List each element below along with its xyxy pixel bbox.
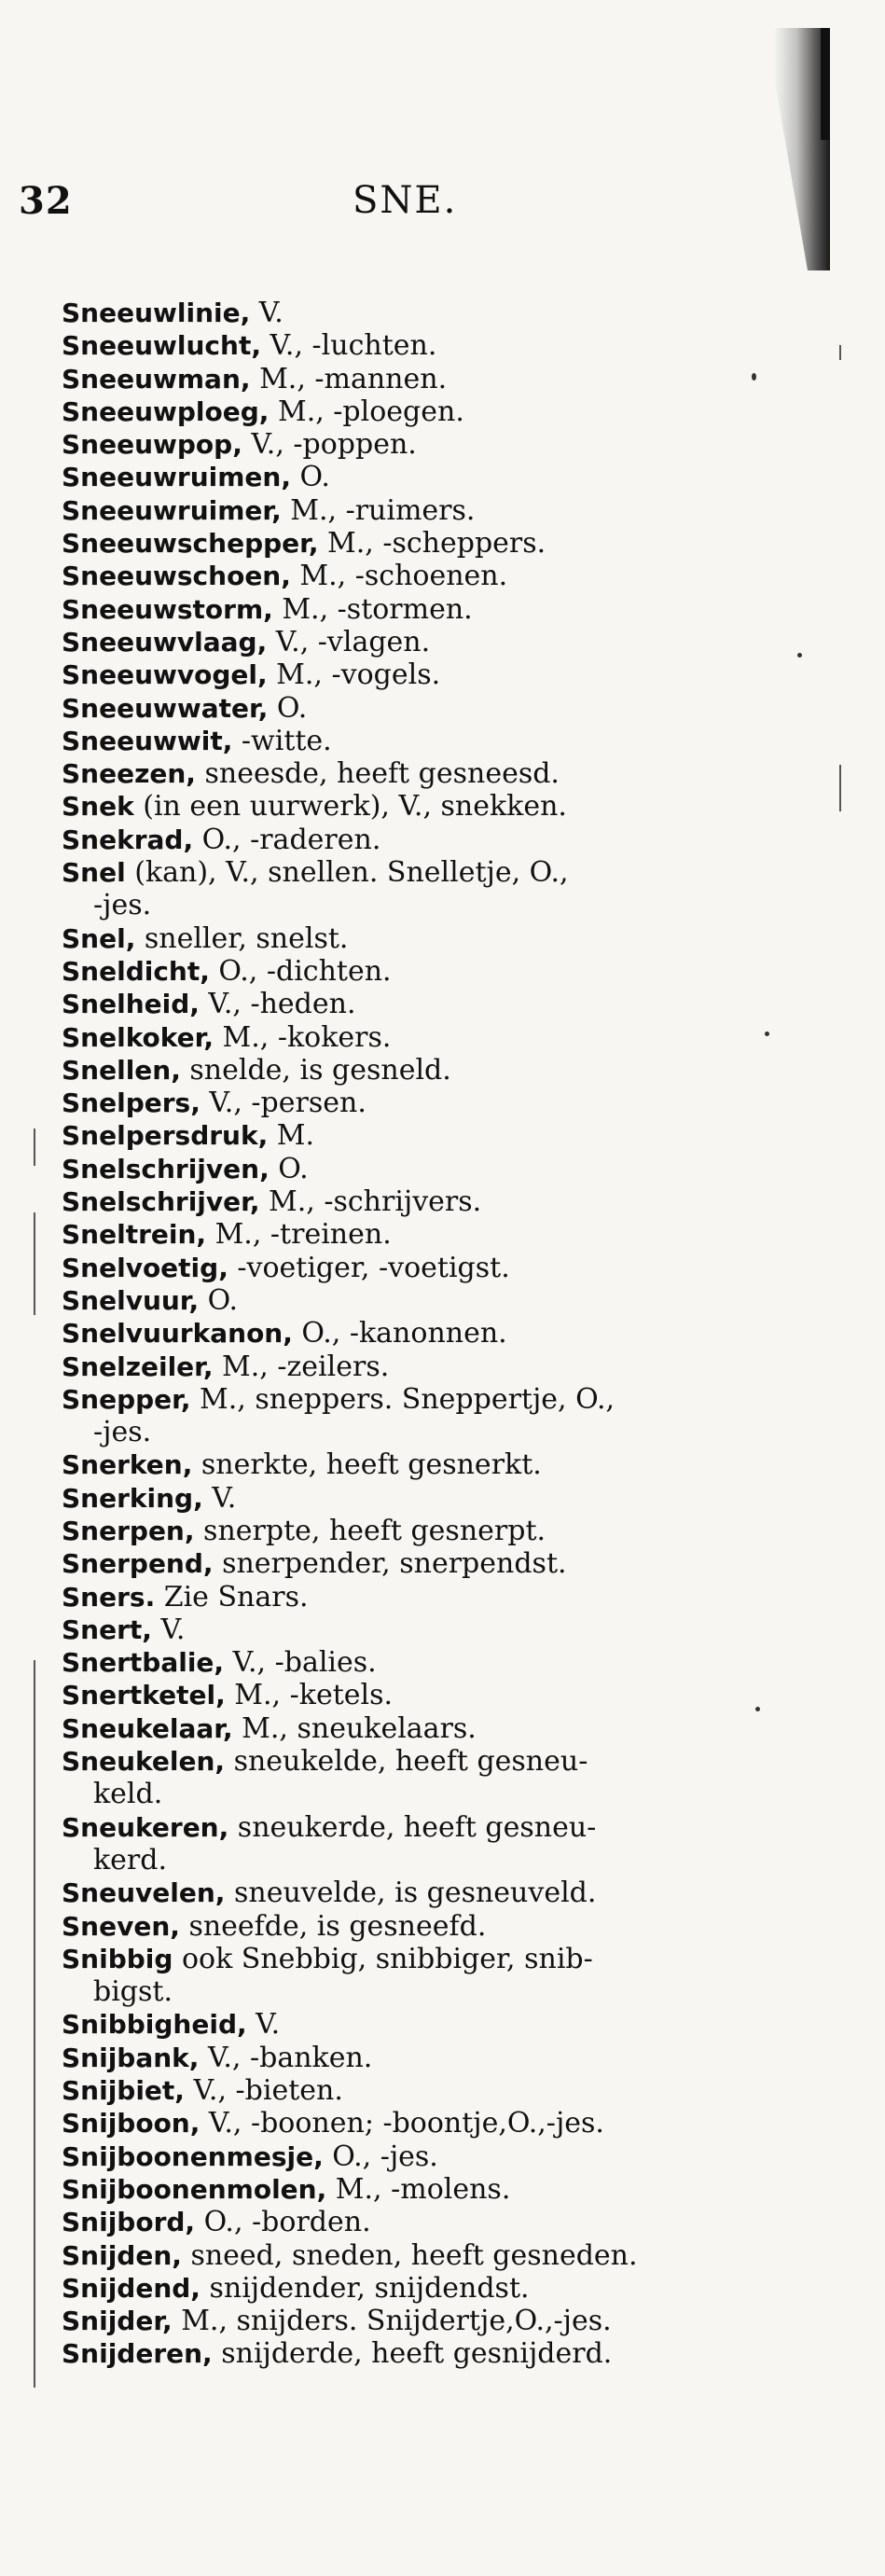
dictionary-entry bbox=[62, 1679, 742, 1711]
entry-headword: Snelvuur, bbox=[62, 1284, 200, 1316]
dictionary-entry bbox=[62, 297, 742, 329]
entry-headword: Sneldicht, bbox=[62, 955, 210, 987]
entry-definition: V., -heden. bbox=[199, 988, 356, 1021]
entry-definition: V., -persen. bbox=[200, 1087, 366, 1120]
margin-speck bbox=[765, 1032, 769, 1036]
entry-headword: Snijbank, bbox=[62, 2042, 200, 2073]
entry-headword: Snerpen, bbox=[62, 1515, 195, 1546]
dictionary-entry bbox=[62, 1185, 742, 1218]
entry-definition: (kan), V., snellen. Snelletje, O., bbox=[125, 856, 569, 890]
entry-headword: Snek bbox=[62, 791, 134, 823]
dictionary-entry bbox=[62, 1712, 742, 1745]
entry-headword: Snijder, bbox=[62, 2306, 173, 2337]
entry-definition: V. bbox=[151, 1613, 186, 1646]
dictionary-entry bbox=[62, 2042, 742, 2074]
dictionary-entry bbox=[62, 1054, 742, 1087]
entry-headword: Sneeuwschoen, bbox=[62, 561, 291, 592]
entry-definition: sneefde, is gesneefd. bbox=[179, 1909, 487, 1943]
entry-definition: (in een uurwerk), V., snekken. bbox=[133, 790, 567, 824]
dictionary-entry bbox=[62, 1547, 742, 1580]
margin-speck bbox=[755, 1707, 760, 1711]
entry-continuation: keld. bbox=[93, 1778, 163, 1811]
dictionary-entry bbox=[62, 2305, 742, 2337]
entry-definition: V., -boonen; -boontje,O.,-jes. bbox=[200, 2107, 604, 2140]
entry-headword: Sneeuwman, bbox=[62, 363, 251, 395]
dictionary-entry bbox=[62, 1877, 742, 1909]
entry-headword: Snel bbox=[62, 857, 126, 889]
entry-definition: snerpender, snerpendst. bbox=[213, 1547, 567, 1581]
entry-headword: Sneeuwstorm, bbox=[62, 593, 273, 625]
entry-definition: O. bbox=[269, 1152, 309, 1185]
dictionary-entry bbox=[62, 1482, 742, 1515]
dictionary-entry bbox=[62, 1350, 742, 1383]
entry-headword: Snelheid, bbox=[62, 989, 200, 1020]
entry-headword: Sneeuwvlaag, bbox=[62, 626, 268, 658]
entry-headword: Snelpers, bbox=[62, 1087, 201, 1119]
dictionary-entry bbox=[62, 626, 742, 658]
entry-headword: Snelvoetig, bbox=[62, 1252, 228, 1283]
entry-definition: V., -luchten. bbox=[260, 329, 437, 363]
entry-definition: M., -ploegen. bbox=[269, 395, 464, 428]
entry-definition: O., -jes. bbox=[323, 2140, 438, 2173]
entry-headword: Snijboonenmolen, bbox=[62, 2173, 327, 2205]
entry-headword: Sneeuwlinie, bbox=[62, 298, 251, 328]
entry-definition: M., -ketels. bbox=[225, 1679, 394, 1712]
entry-headword: Snijboonenmesje, bbox=[62, 2140, 324, 2172]
entry-definition: M., sneppers. Sneppertje, O., bbox=[190, 1382, 615, 1416]
dictionary-entry bbox=[62, 1153, 742, 1185]
dictionary-entry bbox=[62, 692, 742, 725]
entry-definition: M., -mannen. bbox=[250, 362, 448, 395]
entry-headword: Sneukelen, bbox=[62, 1746, 226, 1778]
dictionary-entries bbox=[62, 297, 742, 2371]
margin-line bbox=[34, 1129, 35, 1166]
page-header bbox=[0, 179, 885, 231]
dictionary-entry bbox=[62, 2206, 742, 2238]
entry-headword: Sneven, bbox=[62, 1910, 180, 1942]
entry-headword: Snerpend, bbox=[62, 1548, 214, 1580]
entry-continuation: bigst. bbox=[93, 1975, 173, 2009]
entry-headword: Snijdend, bbox=[62, 2272, 201, 2304]
entry-definition: O., -dichten. bbox=[209, 954, 392, 988]
entry-definition: M., -stormen. bbox=[272, 592, 473, 626]
entry-definition: M., snijders. Snijdertje,O.,-jes. bbox=[172, 2305, 612, 2338]
entry-definition: M., -schrijvers. bbox=[259, 1185, 482, 1219]
running-head: SNE. bbox=[353, 179, 458, 222]
entry-definition: V., -vlagen. bbox=[267, 625, 431, 658]
entry-headword: Sneukeren, bbox=[62, 1811, 229, 1843]
dictionary-entry bbox=[62, 527, 742, 560]
dictionary-entry bbox=[62, 428, 742, 461]
dictionary-entry bbox=[62, 1910, 742, 1943]
dictionary-entry bbox=[62, 1383, 742, 1416]
dictionary-entry bbox=[62, 1613, 742, 1646]
entry-definition: M., -scheppers. bbox=[318, 527, 546, 561]
entry-continuation: kerd. bbox=[93, 1843, 168, 1877]
entry-headword: Sneeuwruimer, bbox=[62, 494, 282, 526]
entry-definition: snelde, is gesneld. bbox=[180, 1053, 451, 1087]
entry-headword: Snelschrijven, bbox=[62, 1153, 270, 1184]
entry-headword: Sneukelaar, bbox=[62, 1712, 233, 1744]
entry-definition: O., -kanonnen. bbox=[292, 1317, 507, 1350]
entry-definition: sneuvelde, is gesneuveld. bbox=[225, 1877, 597, 1910]
dictionary-entry bbox=[62, 1317, 742, 1350]
entry-definition: O., -raderen. bbox=[193, 823, 381, 856]
dictionary-entry bbox=[62, 1087, 742, 1119]
dictionary-entry bbox=[62, 1943, 742, 1975]
entry-definition: V., -banken. bbox=[199, 2041, 373, 2074]
entry-definition: V. bbox=[202, 1481, 237, 1515]
entry-definition: ook Snebbig, snibbiger, snib- bbox=[173, 1942, 593, 1975]
entry-definition: Zie Snars. bbox=[155, 1580, 309, 1613]
entry-definition: O. bbox=[199, 1283, 239, 1317]
entry-definition: snijdender, snijdendst. bbox=[200, 2271, 530, 2305]
entry-headword: Snelschrijver, bbox=[62, 1186, 260, 1218]
entry-headword: Snijden, bbox=[62, 2239, 182, 2271]
entry-headword: Snertketel, bbox=[62, 1680, 226, 1711]
entry-headword: Snelzeiler, bbox=[62, 1350, 214, 1382]
dictionary-entry bbox=[62, 461, 742, 493]
entry-continuation: -jes. bbox=[93, 1416, 152, 1449]
dictionary-entry bbox=[62, 329, 742, 362]
entry-headword: Snelpersdruk, bbox=[62, 1120, 269, 1152]
entry-definition: O. bbox=[290, 461, 330, 494]
dictionary-entry bbox=[62, 2008, 742, 2041]
entry-headword: Sneeuwvogel, bbox=[62, 659, 268, 691]
entry-definition: V., -balies. bbox=[224, 1646, 377, 1680]
margin-line bbox=[34, 1212, 35, 1315]
entry-headword: Sneeuwwit, bbox=[62, 725, 233, 756]
entry-headword: Sneeuwruimen, bbox=[62, 462, 291, 493]
entry-headword: Sneeuwpop, bbox=[62, 429, 242, 461]
entry-definition: sneller, snelst. bbox=[135, 921, 349, 955]
entry-headword: Snertbalie, bbox=[62, 1647, 225, 1679]
entry-headword: Snibbig bbox=[62, 1943, 173, 1974]
dictionary-entry bbox=[62, 2272, 742, 2305]
dictionary-entry bbox=[62, 363, 742, 395]
dictionary-entry bbox=[62, 790, 742, 823]
entry-definition: snerpte, heeft gesnerpt. bbox=[194, 1514, 546, 1547]
binding-edge bbox=[821, 28, 830, 140]
dictionary-entry bbox=[62, 1284, 742, 1317]
dictionary-entry bbox=[62, 2239, 742, 2272]
entry-definition: M., sneukelaars. bbox=[232, 1711, 477, 1745]
entry-definition: V. bbox=[246, 2008, 281, 2042]
dictionary-entry bbox=[62, 395, 742, 428]
dictionary-entry bbox=[62, 757, 742, 790]
dictionary-entry bbox=[62, 1448, 742, 1481]
dictionary-entry bbox=[62, 1646, 742, 1679]
entry-headword: Snerking, bbox=[62, 1482, 203, 1514]
dictionary-entry bbox=[62, 922, 742, 955]
dictionary-entry bbox=[62, 955, 742, 988]
dictionary-entry bbox=[62, 560, 742, 592]
entry-headword: Sners. bbox=[62, 1581, 156, 1613]
margin-speck bbox=[797, 653, 802, 658]
dictionary-entry bbox=[62, 1515, 742, 1547]
entry-headword: Snekrad, bbox=[62, 824, 194, 855]
entry-headword: Snerken, bbox=[62, 1449, 193, 1481]
entry-definition: sneukelde, heeft gesneu- bbox=[225, 1745, 588, 1779]
entry-headword: Snepper, bbox=[62, 1383, 191, 1415]
entry-headword: Sneeuwschepper, bbox=[62, 528, 319, 560]
dictionary-entry bbox=[62, 725, 742, 757]
entry-headword: Sneeuwploeg, bbox=[62, 395, 270, 427]
entry-definition: M., -treinen. bbox=[206, 1218, 392, 1252]
dictionary-entry bbox=[62, 658, 742, 691]
entry-definition: snijderde, heeft gesnijderd. bbox=[212, 2337, 613, 2371]
entry-definition: sneukerde, heeft gesneu- bbox=[228, 1810, 597, 1844]
entry-definition: M. bbox=[268, 1119, 315, 1153]
entry-definition: M., -schoenen. bbox=[290, 560, 508, 593]
entry-definition: sneesde, heeft gesneesd. bbox=[195, 757, 560, 791]
entry-definition: O. bbox=[268, 691, 308, 725]
entry-headword: Sneuvelen, bbox=[62, 1877, 226, 1909]
margin-line bbox=[34, 1660, 35, 2388]
entry-definition: M., -zeilers. bbox=[213, 1350, 390, 1383]
entry-headword: Snert, bbox=[62, 1613, 152, 1645]
entry-definition: snerkte, heeft gesnerkt. bbox=[192, 1448, 542, 1482]
entry-definition: V. bbox=[250, 297, 283, 329]
entry-headword: Sneezen, bbox=[62, 758, 196, 790]
dictionary-entry bbox=[62, 1119, 742, 1152]
entry-headword: Sneltrein, bbox=[62, 1219, 207, 1251]
entry-headword: Sneeuwlucht, bbox=[62, 330, 261, 362]
entry-headword: Sneeuwwater, bbox=[62, 692, 269, 724]
margin-line bbox=[839, 765, 841, 811]
entry-headword: Snelvuurkanon, bbox=[62, 1318, 293, 1350]
dictionary-entry bbox=[62, 1021, 742, 1054]
margin-line bbox=[839, 345, 841, 360]
dictionary-entry bbox=[62, 2107, 742, 2140]
dictionary-entry bbox=[62, 1218, 742, 1251]
entry-headword: Snijbiet, bbox=[62, 2075, 185, 2107]
entry-headword: Snijboon, bbox=[62, 2108, 201, 2140]
dictionary-entry bbox=[62, 2173, 742, 2206]
dictionary-entry bbox=[62, 2337, 742, 2370]
entry-definition: M., -ruimers. bbox=[281, 493, 476, 527]
dictionary-entry bbox=[62, 1811, 742, 1844]
dictionary-entry bbox=[62, 1581, 742, 1613]
entry-headword: Snellen, bbox=[62, 1054, 181, 1086]
dictionary-entry bbox=[62, 1252, 742, 1284]
page-number: 32 bbox=[19, 179, 73, 223]
entry-definition: -witte. bbox=[232, 724, 332, 757]
entry-headword: Snijderen, bbox=[62, 2338, 213, 2370]
entry-headword: Snel, bbox=[62, 922, 136, 954]
entry-definition: sneed, sneden, heeft gesneden. bbox=[181, 2238, 638, 2272]
margin-speck bbox=[752, 373, 756, 381]
entry-definition: M., -molens. bbox=[326, 2172, 511, 2206]
entry-continuation: -jes. bbox=[93, 889, 152, 922]
entry-definition: V., -poppen. bbox=[242, 428, 417, 462]
dictionary-entry bbox=[62, 494, 742, 527]
dictionary-entry bbox=[62, 988, 742, 1020]
entry-definition: -voetiger, -voetigst. bbox=[228, 1251, 510, 1284]
entry-headword: Snelkoker, bbox=[62, 1021, 214, 1053]
entry-definition: O., -borden. bbox=[195, 2206, 371, 2239]
dictionary-entry bbox=[62, 2074, 742, 2107]
dictionary-entry bbox=[62, 824, 742, 856]
entry-definition: M., -vogels. bbox=[267, 658, 441, 692]
dictionary-entry bbox=[62, 1745, 742, 1778]
dictionary-entry bbox=[62, 593, 742, 626]
entry-definition: V., -bieten. bbox=[184, 2074, 343, 2108]
dictionary-entry bbox=[62, 856, 742, 889]
entry-headword: Snijbord, bbox=[62, 2207, 196, 2238]
entry-headword: Snibbigheid, bbox=[62, 2009, 247, 2041]
entry-definition: M., -kokers. bbox=[213, 1020, 392, 1054]
dictionary-entry bbox=[62, 2140, 742, 2173]
